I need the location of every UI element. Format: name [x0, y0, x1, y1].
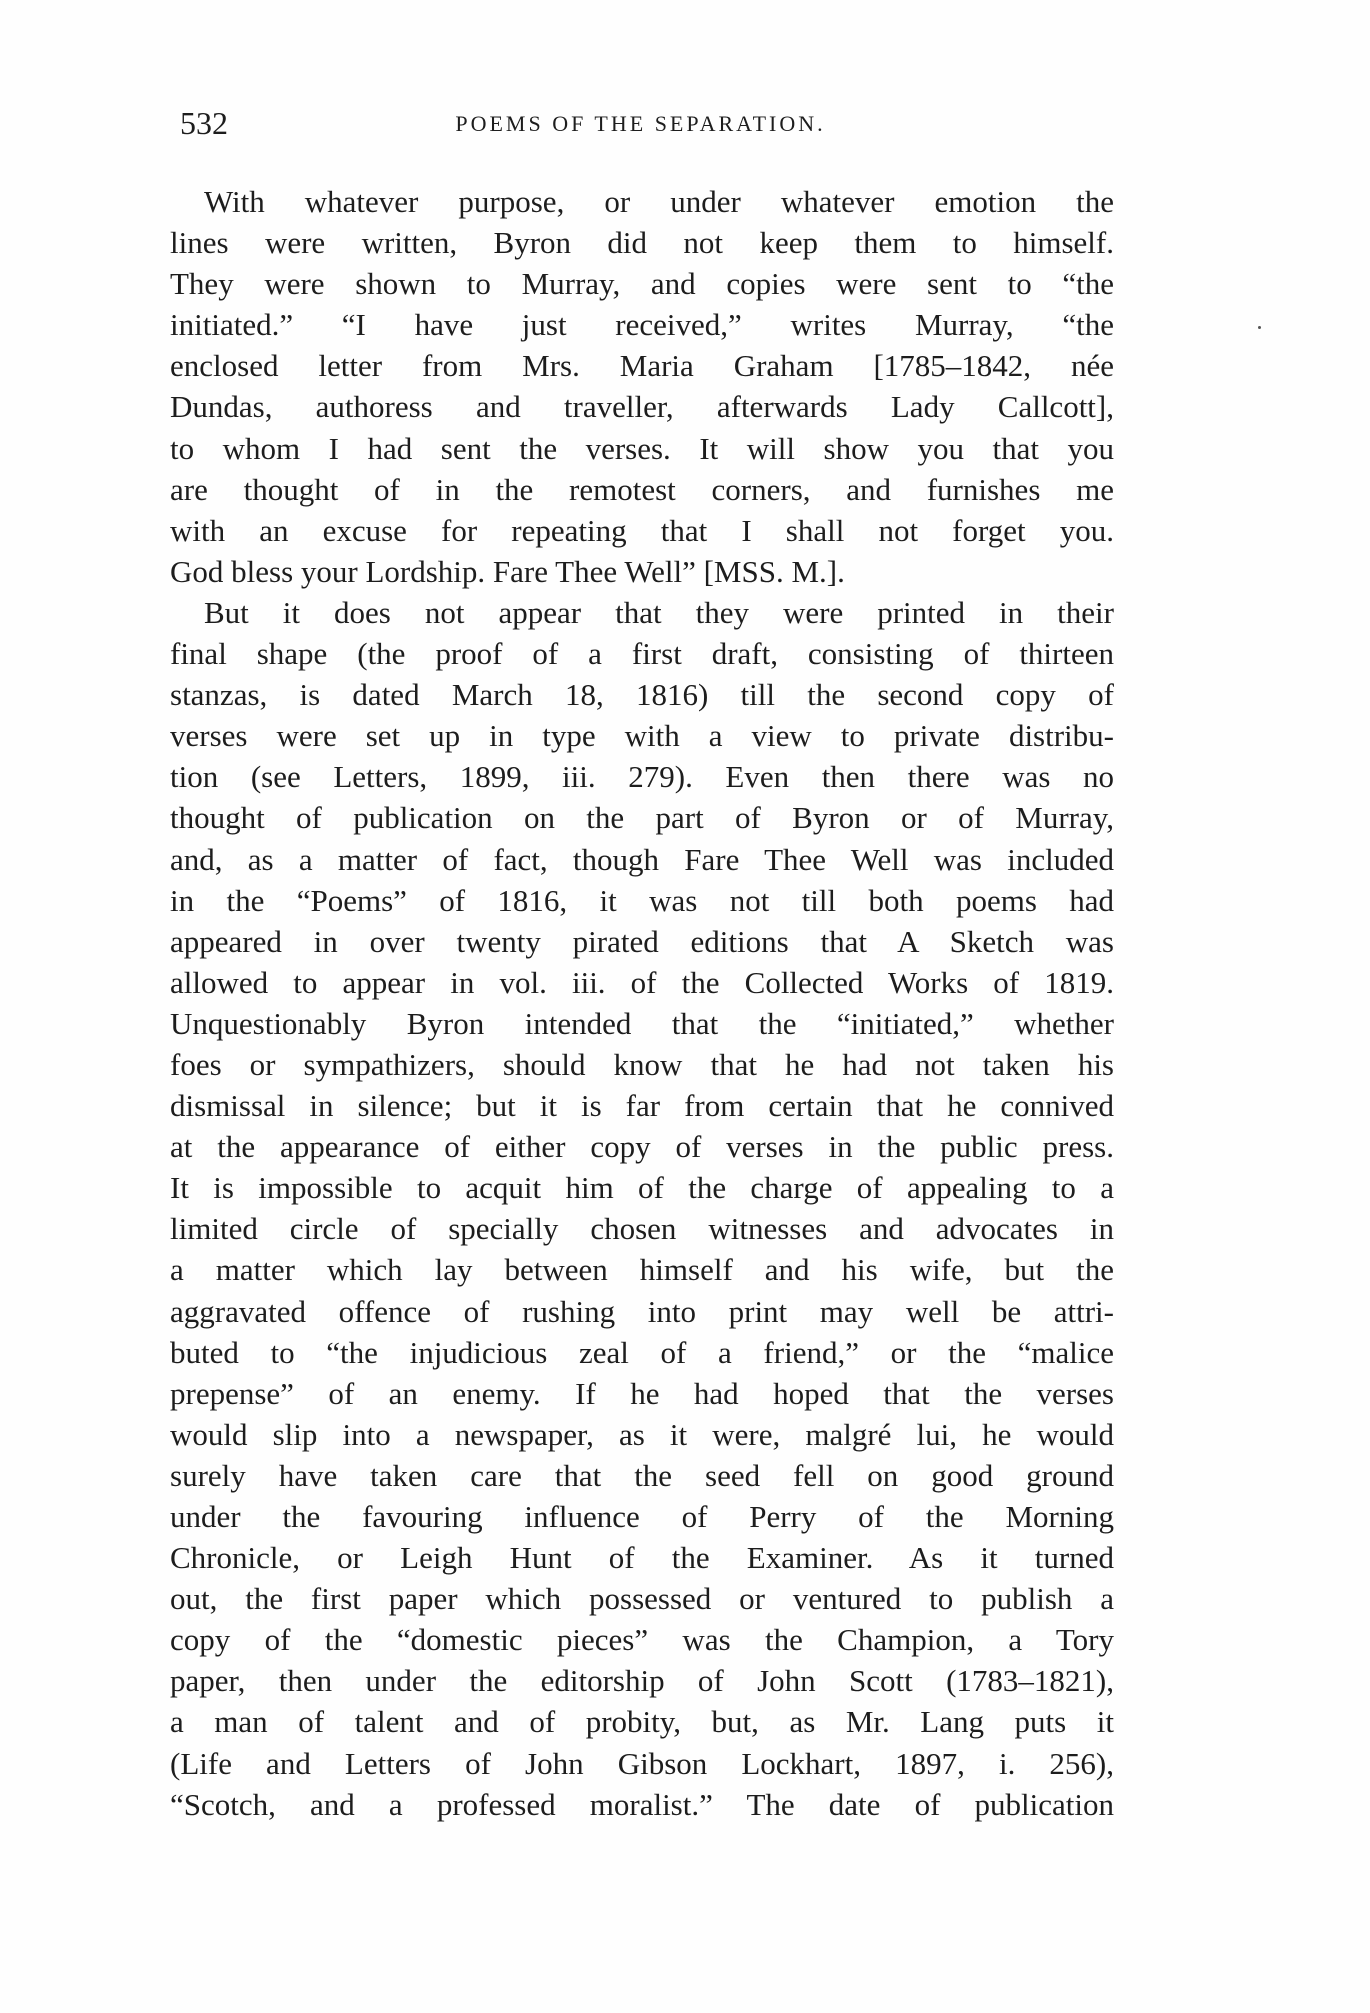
text-line: would slip into a newspaper, as it were, malgré lui, he would	[170, 1416, 1114, 1452]
text-line: at the appearance of either copy of verses in the public press.	[170, 1129, 1114, 1165]
text-line: final shape (the proof of a first draft, consisting of thirteen	[170, 636, 1114, 672]
text-line: and, as a matter of fact, though Fare Thee Well was included	[170, 841, 1114, 877]
text-line: initiated.” “I have just received,” writes Murray, “the	[170, 307, 1114, 343]
text-line: copy of the “domestic pieces” was the Champion, a Tory	[170, 1622, 1114, 1658]
text-line: under the favouring influence of Perry of the Morning	[170, 1499, 1114, 1534]
text-line: out, the first paper which possessed or ventured to publish a	[170, 1581, 1114, 1617]
text-line: “Scotch, and a professed moralist.” The date of publication	[170, 1786, 1114, 1822]
text-line: buted to “the injudicious zeal of a friend,” or the “malice	[170, 1334, 1114, 1370]
paragraph	[170, 592, 1114, 1825]
text-line: (Life and Letters of John Gibson Lockhart, 1897, i. 256),	[170, 1745, 1114, 1781]
text-line: lines were written, Byron did not keep them to himself.	[170, 225, 1114, 261]
text-line: with an excuse for repeating that I shall not forget you.	[170, 512, 1114, 548]
text-line: They were shown to Murray, and copies were sent to “the	[170, 266, 1114, 302]
paragraph	[170, 181, 1114, 592]
text-line: It is impossible to acquit him of the charge of appealing to a	[170, 1170, 1114, 1206]
page-header	[168, 105, 1113, 145]
text-line: a matter which lay between himself and his wife, but the	[170, 1252, 1114, 1288]
running-title: POEMS OF THE SEPARATION.	[455, 111, 826, 136]
text-line: enclosed letter from Mrs. Maria Graham [1785–1842, née	[170, 348, 1114, 384]
text-line: Unquestionably Byron intended that the “initiated,” whether	[170, 1005, 1114, 1041]
text-line: in the “Poems” of 1816, it was not till both poems had	[170, 882, 1114, 918]
text-line: allowed to appear in vol. iii. of the Collected Works of 1819.	[170, 964, 1114, 1000]
text-line: prepense” of an enemy. If he had hoped that the verses	[170, 1375, 1114, 1411]
scan-speck	[1258, 326, 1261, 329]
page-number: 532	[180, 105, 228, 141]
text-line: thought of publication on the part of Byron or of Murray,	[170, 800, 1114, 836]
text-line: appeared in over twenty pirated editions that A Sketch was	[170, 923, 1114, 959]
text-line: stanzas, is dated March 18, 1816) till the second copy of	[170, 677, 1114, 713]
text-line: aggravated offence of rushing into print may well be attri-	[170, 1293, 1114, 1329]
text-line: tion (see Letters, 1899, iii. 279). Even then there was no	[170, 759, 1114, 795]
text-line: foes or sympathizers, should know that he had not taken his	[170, 1046, 1114, 1082]
body-text	[170, 181, 1114, 1825]
text-line: surely have taken care that the seed fell on good ground	[170, 1457, 1114, 1493]
text-line: limited circle of specially chosen witnesses and advocates in	[170, 1211, 1114, 1247]
text-line: dismissal in silence; but it is far from certain that he connived	[170, 1088, 1114, 1124]
text-line: Chronicle, or Leigh Hunt of the Examiner. As it turned	[170, 1540, 1114, 1576]
text-line: paper, then under the editorship of John Scott (1783–1821),	[170, 1663, 1114, 1699]
text-line: a man of talent and of probity, but, as Mr. Lang puts it	[170, 1704, 1114, 1740]
text-line: With whatever purpose, or under whatever emotion the	[204, 184, 1114, 219]
text-line: Dundas, authoress and traveller, afterwards Lady Callcott],	[170, 389, 1114, 425]
text-line: are thought of in the remotest corners, and furnishes me	[170, 471, 1114, 507]
text-line: But it does not appear that they were printed in their	[204, 594, 1114, 630]
text-line: God bless your Lordship. Fare Thee Well” [MSS. M.].	[170, 553, 845, 589]
text-line: to whom I had sent the verses. It will show you that you	[170, 430, 1114, 466]
text-line: verses were set up in type with a view to private distribu-	[170, 718, 1114, 754]
